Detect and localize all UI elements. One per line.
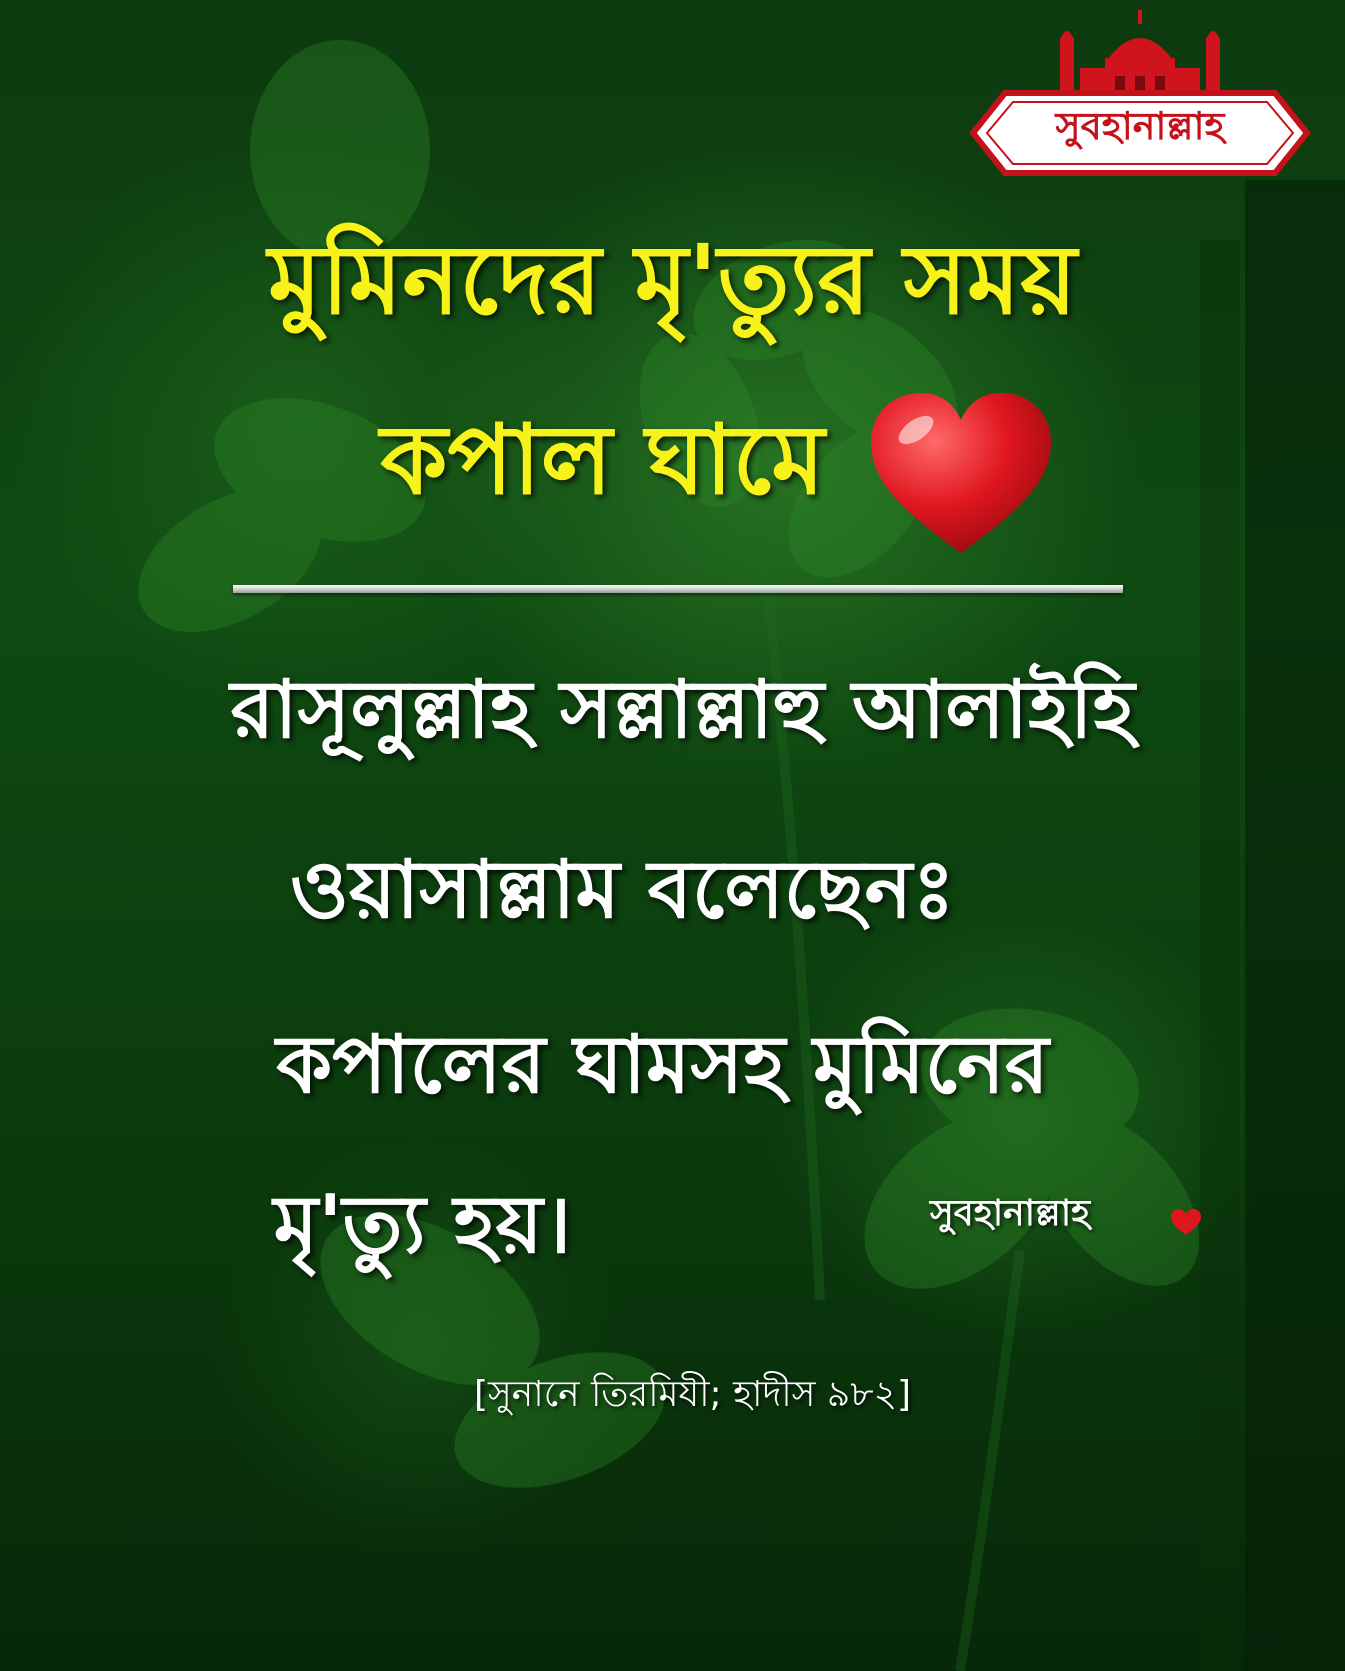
badge-label: সুবহানাল্লাহ [1055,103,1225,148]
heart-icon [866,388,1056,560]
headline-line-1: মুমিনদের মৃ'ত্যুর সময় [268,224,1077,336]
divider [233,585,1123,593]
hadith-line-4: মৃ'ত্যু হয়। [273,1178,572,1271]
signature-text: সুবহানাল্লাহ [930,1192,1091,1234]
headline-line-2: কপাল ঘামে [380,404,825,516]
hadith-line-3: কপালের ঘামসহ মুমিনের [276,1018,1049,1111]
mosque-banner-icon [965,8,1315,188]
citation: [সুনানে তিরমিযী; হাদীস ৯৮২] [473,1374,912,1415]
small-heart-icon [1170,1208,1202,1236]
hadith-line-1: রাসূলুল্লাহ সল্লাল্লাহু আলাইহি [230,663,1135,756]
hadith-line-2: ওয়াসাল্লাম বলেছেনঃ [290,843,955,936]
